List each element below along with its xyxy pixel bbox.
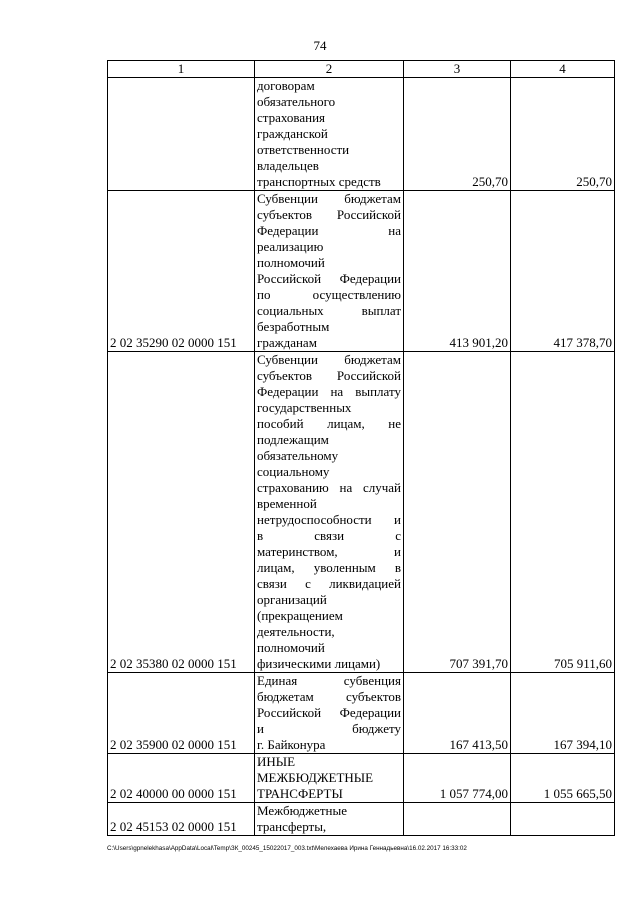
item-name-line: г. Байконура (257, 737, 326, 752)
header-col-2: 2 (255, 61, 404, 78)
amount-2018-cell: 705 911,60 (511, 352, 615, 673)
kbk-code-cell: 2 02 45153 02 0000 151 (108, 803, 255, 836)
item-name-line: гражданам (257, 335, 317, 350)
kbk-code-cell: 2 02 40000 00 0000 151 (108, 754, 255, 803)
item-name-line: материнством, и (257, 544, 401, 559)
kbk-code-cell: 2 02 35290 02 0000 151 (108, 191, 255, 352)
item-name-cell (255, 754, 404, 803)
amount-2017-cell: 707 391,70 (404, 352, 511, 673)
kbk-code-cell: 2 02 35900 02 0000 151 (108, 673, 255, 754)
table-row (108, 78, 615, 191)
item-name-line: ИНЫЕ (257, 754, 296, 769)
table-row (108, 754, 615, 803)
item-name-cell (255, 78, 404, 191)
footer-file-path: C:\Users\gpnelekhasa\AppData\Local\Temp\ЗК_00245_15022017_003.txt\Мелехаева Ирина Геннадьевна\16.02.2017 16:33:02 (107, 845, 467, 852)
item-name-line: связи с ликвидацией (257, 576, 401, 591)
item-name-line: Федерации на (257, 223, 401, 238)
item-name-line: Федерации на выплату (257, 384, 401, 399)
item-name-line: нетрудоспособности и (257, 512, 401, 527)
item-name-line: государственных (257, 400, 352, 415)
item-name-line: транспортных средств (257, 174, 381, 189)
item-name-line: обязательному (257, 448, 339, 463)
amount-2017-cell (404, 803, 511, 836)
kbk-code-cell (108, 78, 255, 191)
budget-table (107, 60, 615, 836)
item-name-line: реализацию (257, 239, 324, 254)
item-name-line: бюджетам субъектов (257, 689, 401, 704)
table-row (108, 191, 615, 352)
header-col-4: 4 (511, 61, 615, 78)
item-name-line: (прекращением (257, 608, 343, 623)
item-name-line: Российской Федерации (257, 705, 401, 720)
header-col-3: 3 (404, 61, 511, 78)
item-name-line: договорам (257, 78, 315, 93)
item-name-cell (255, 803, 404, 836)
item-name-line: трансферты, (257, 819, 327, 834)
item-name-line: социальных выплат (257, 303, 401, 318)
item-name-line: страхованию на случай (257, 480, 401, 495)
item-name-line: владельцев (257, 158, 319, 173)
item-name-line: временной (257, 496, 317, 511)
amount-2018-cell: 250,70 (511, 78, 615, 191)
item-name-line: Субвенции бюджетам (257, 191, 401, 206)
item-name-line: Единая субвенция (257, 673, 401, 688)
item-name-line: субъектов Российской (257, 207, 401, 222)
item-name-line: и бюджету (257, 721, 401, 736)
item-name-line: социальному (257, 464, 330, 479)
amount-2017-cell: 1 057 774,00 (404, 754, 511, 803)
item-name-line: субъектов Российской (257, 368, 401, 383)
item-name-line: безработным (257, 319, 330, 334)
amount-2018-cell: 167 394,10 (511, 673, 615, 754)
item-name-line: деятельности, (257, 624, 335, 639)
amount-2018-cell: 417 378,70 (511, 191, 615, 352)
item-name-line: пособий лицам, не (257, 416, 401, 431)
amount-2018-cell: 1 055 665,50 (511, 754, 615, 803)
item-name-cell (255, 352, 404, 673)
header-col-1: 1 (108, 61, 255, 78)
page-number: 74 (313, 38, 327, 53)
item-name-line: Межбюджетные (257, 803, 347, 818)
table-body (108, 78, 615, 836)
item-name-line: по осуществлению (257, 287, 401, 302)
amount-2018-cell (511, 803, 615, 836)
amount-2017-cell: 167 413,50 (404, 673, 511, 754)
item-name-line: ответственности (257, 142, 350, 157)
item-name-line: страхования (257, 110, 326, 125)
amount-2017-cell: 250,70 (404, 78, 511, 191)
item-name-line: подлежащим (257, 432, 329, 447)
item-name-line: организаций (257, 592, 327, 607)
item-name-cell (255, 191, 404, 352)
table-row (108, 803, 615, 836)
item-name-line: полномочий (257, 255, 325, 270)
item-name-cell (255, 673, 404, 754)
item-name-line: обязательного (257, 94, 336, 109)
table-row (108, 673, 615, 754)
item-name-line: лицам, уволенным в (257, 560, 401, 575)
kbk-code-cell: 2 02 35380 02 0000 151 (108, 352, 255, 673)
item-name-line: полномочий (257, 640, 325, 655)
item-name-line: физическими лицами) (257, 656, 381, 671)
item-name-line: в связи с (257, 528, 401, 543)
item-name-line: ТРАНСФЕРТЫ (257, 786, 343, 801)
item-name-line: Субвенции бюджетам (257, 352, 401, 367)
header-row (108, 61, 615, 78)
table-row (108, 352, 615, 673)
amount-2017-cell: 413 901,20 (404, 191, 511, 352)
item-name-line: МЕЖБЮДЖЕТНЫЕ (257, 770, 374, 785)
item-name-line: гражданской (257, 126, 328, 141)
item-name-line: Российской Федерации (257, 271, 401, 286)
